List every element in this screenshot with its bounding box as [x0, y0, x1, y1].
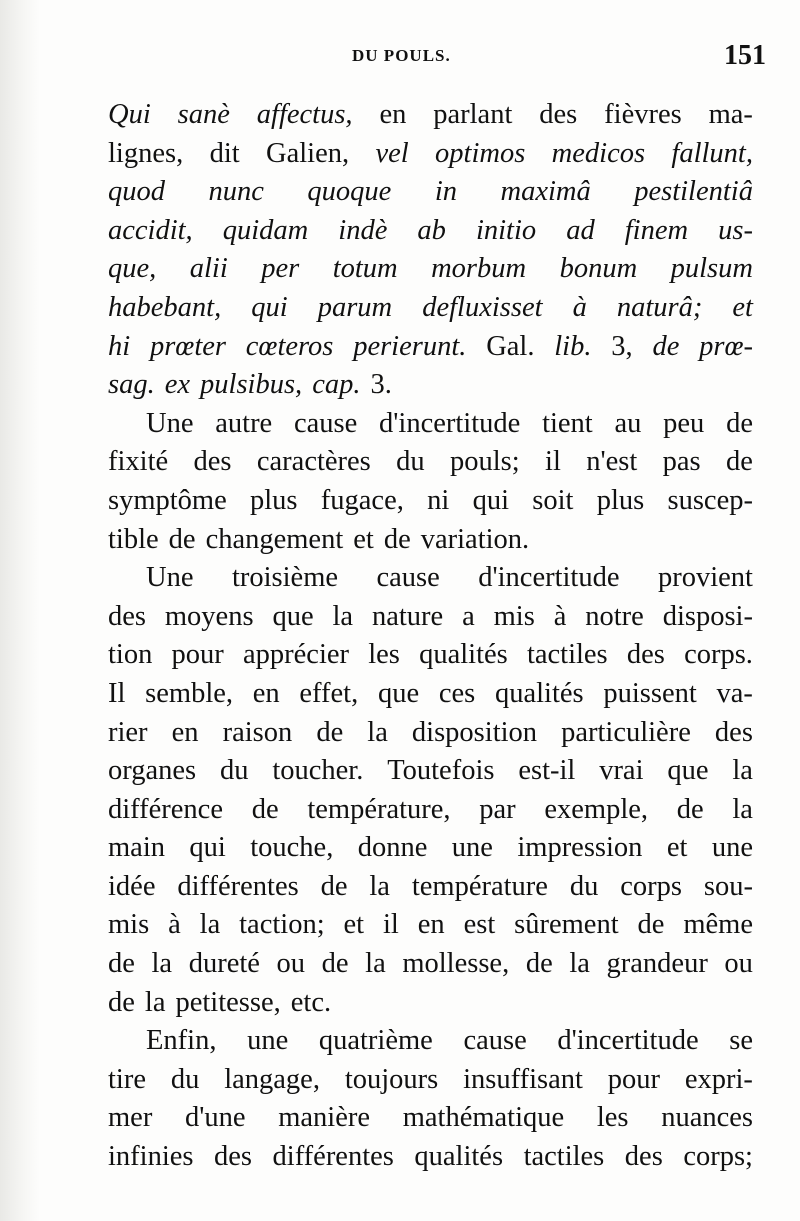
word: in	[434, 176, 457, 208]
word: moyens	[164, 600, 254, 632]
word: des	[193, 446, 232, 478]
word: Il	[108, 677, 126, 709]
word: indè	[338, 214, 388, 246]
text-line	[108, 521, 753, 560]
word: disposi-	[662, 600, 753, 632]
word: corps.	[684, 639, 753, 671]
word: se	[729, 1025, 753, 1057]
text-line	[108, 791, 753, 830]
word: d'incertitude	[478, 562, 620, 594]
word: plus	[250, 484, 298, 516]
word: grandeur	[606, 948, 708, 980]
word: température,	[307, 793, 451, 825]
word: autre	[215, 407, 273, 439]
text-line	[108, 173, 753, 212]
word: de	[251, 793, 279, 825]
word: puissent	[603, 677, 697, 709]
word: la	[199, 909, 221, 941]
word: que	[377, 677, 420, 709]
word: de	[652, 330, 680, 362]
binding-shadow	[0, 0, 40, 1221]
word: 3.	[370, 369, 392, 401]
word: exemple,	[544, 793, 649, 825]
word: touche,	[250, 832, 334, 864]
word: main	[108, 832, 165, 864]
word: habebant,	[108, 291, 222, 323]
word: de	[525, 948, 553, 980]
word: d'une	[185, 1102, 246, 1134]
word: peu	[663, 407, 705, 439]
word: sou-	[703, 870, 753, 902]
word: la	[569, 948, 590, 980]
word: Gal.	[486, 330, 535, 362]
word: 3,	[611, 330, 633, 362]
word: ni	[427, 484, 450, 516]
word: des	[539, 99, 578, 130]
word: même	[683, 909, 753, 941]
word: des	[714, 716, 753, 748]
word: prœter	[149, 330, 226, 362]
word: defluxisset	[422, 291, 543, 323]
text-line	[108, 1138, 753, 1177]
word: à	[572, 291, 587, 323]
word: Une	[146, 562, 194, 594]
word: une	[247, 1025, 289, 1057]
word: mis	[108, 909, 150, 941]
word: la	[151, 948, 173, 980]
word: perierunt.	[353, 330, 467, 362]
text-line	[108, 1099, 753, 1138]
word: Qui	[108, 99, 151, 130]
word: en	[252, 677, 280, 709]
word: de	[316, 716, 344, 748]
word: de	[637, 909, 665, 941]
word: hi	[108, 330, 131, 362]
word: tactiles	[526, 639, 608, 671]
word: toucher.	[272, 755, 364, 787]
word: cause	[376, 562, 440, 594]
word: en	[379, 99, 407, 130]
word: nature	[371, 600, 444, 632]
word: ab	[417, 214, 446, 246]
word: vel	[375, 137, 409, 169]
word: à	[168, 909, 181, 941]
word: particulière	[561, 716, 691, 748]
word: température	[411, 870, 548, 902]
word: est	[463, 909, 496, 941]
word: pour	[607, 1063, 661, 1095]
text-line	[108, 443, 753, 482]
word: ou	[724, 948, 753, 980]
word: la	[144, 986, 166, 1018]
word: corps;	[683, 1141, 753, 1173]
text-line	[108, 636, 753, 675]
word: Toutefois	[387, 755, 495, 787]
word: per	[261, 253, 300, 285]
word: que,	[108, 253, 157, 285]
word: qualités	[414, 1141, 504, 1173]
word: prœ-	[699, 330, 753, 362]
word: de	[676, 793, 704, 825]
word: infinies	[108, 1141, 194, 1173]
word: au	[614, 407, 642, 439]
word: de	[383, 523, 411, 555]
word: sag.	[108, 369, 155, 401]
word: différentes	[177, 870, 299, 902]
word: parum	[317, 291, 393, 323]
word: du	[396, 446, 425, 478]
word: notre	[585, 600, 644, 632]
word: la	[732, 793, 753, 825]
text-line	[108, 598, 753, 637]
word: corps	[620, 870, 682, 902]
word: plus	[596, 484, 645, 516]
word: et	[732, 291, 753, 323]
word: pestilentiâ	[634, 176, 753, 208]
word: la	[365, 948, 386, 980]
word: fugace,	[320, 484, 404, 516]
word: ces	[438, 677, 476, 709]
word: de	[726, 407, 753, 439]
word: et	[353, 523, 374, 555]
word: symptôme	[108, 484, 227, 516]
page-number: 151	[724, 40, 766, 71]
word: etc.	[290, 986, 332, 1018]
word: et	[343, 909, 365, 941]
text-line	[108, 328, 753, 367]
word: pouls;	[449, 446, 520, 478]
word: maximâ	[500, 176, 591, 208]
word: pas	[662, 446, 701, 478]
text-line	[108, 250, 753, 289]
word: initio	[475, 214, 537, 246]
word: fièvres	[604, 99, 682, 130]
word: la	[369, 870, 390, 902]
word: qualités	[494, 677, 584, 709]
word: du	[569, 870, 599, 902]
word: de	[320, 870, 348, 902]
running-head: DU POULS.	[352, 46, 451, 65]
word: semble,	[145, 677, 234, 709]
word: nunc	[208, 176, 264, 208]
text-line	[108, 1061, 753, 1100]
word: manière	[278, 1102, 371, 1134]
word: une	[451, 832, 493, 864]
word: taction;	[239, 909, 325, 941]
word: mer	[108, 1102, 153, 1134]
word: quatrième	[318, 1025, 433, 1057]
word: cap.	[312, 369, 361, 401]
word: de	[168, 523, 196, 555]
word: totum	[332, 253, 398, 285]
word: impression	[517, 832, 643, 864]
word: variation.	[420, 523, 530, 555]
word: mis	[493, 600, 535, 632]
text-line	[108, 135, 753, 174]
word: différence	[108, 793, 223, 825]
text-line	[108, 984, 753, 1023]
word: Galien,	[266, 137, 350, 169]
word: de	[726, 446, 753, 478]
word: mollesse,	[402, 948, 510, 980]
word: ou	[276, 948, 306, 980]
word: les	[596, 1102, 629, 1134]
word: langage,	[224, 1063, 320, 1095]
word: va-	[716, 677, 753, 709]
word: en	[171, 716, 199, 748]
word: de	[108, 986, 135, 1018]
word: du	[170, 1063, 200, 1095]
word: optimos	[435, 137, 526, 169]
word: suscep-	[667, 484, 753, 516]
word: mathématique	[402, 1102, 565, 1134]
text-line	[108, 212, 753, 251]
word: donne	[357, 832, 428, 864]
text-line	[108, 1022, 753, 1061]
word: ex	[164, 369, 191, 401]
word: sûrement	[514, 909, 619, 941]
word: petitesse,	[175, 986, 281, 1018]
word: ad	[566, 214, 595, 246]
word: il	[545, 446, 561, 478]
text-line	[108, 675, 753, 714]
word: n'est	[586, 446, 638, 478]
word: tible	[108, 523, 159, 555]
word: tient	[542, 407, 593, 439]
word: des	[108, 600, 146, 632]
word: des	[626, 639, 665, 671]
word: qui	[189, 832, 226, 864]
word: une	[711, 832, 753, 864]
word: organes	[108, 755, 197, 787]
word: il	[383, 909, 399, 941]
word: tion	[108, 639, 153, 671]
word: Une	[146, 407, 194, 439]
word: nuances	[661, 1102, 753, 1134]
word: affectus,	[256, 99, 353, 130]
text-line	[108, 366, 753, 405]
word: troisième	[231, 562, 339, 594]
word: qui	[472, 484, 509, 516]
word: d'incertitude	[379, 407, 521, 439]
word: rier	[108, 716, 148, 748]
word: toujours	[344, 1063, 439, 1095]
word: naturâ;	[616, 291, 703, 323]
word: dureté	[188, 948, 260, 980]
word: lib.	[554, 330, 592, 362]
word: des	[214, 1141, 253, 1173]
word: que	[272, 600, 314, 632]
text-line	[108, 752, 753, 791]
word: est-il	[518, 755, 576, 787]
word: la	[732, 755, 753, 787]
text-line	[108, 482, 753, 521]
word: les	[368, 639, 400, 671]
word: us-	[718, 214, 753, 246]
word: apprécier	[243, 639, 349, 671]
word: a	[462, 600, 475, 632]
word: quoque	[307, 176, 392, 208]
text-line	[108, 405, 753, 444]
word: tire	[108, 1063, 146, 1095]
word: fixité	[108, 446, 169, 478]
word: sanè	[177, 99, 230, 130]
text-line	[108, 945, 753, 984]
word: pour	[171, 639, 224, 671]
word: alii	[189, 253, 228, 285]
text-line	[108, 906, 753, 945]
word: cause	[293, 407, 358, 439]
text-line	[108, 96, 753, 135]
word: caractères	[256, 446, 371, 478]
word: lignes,	[108, 137, 184, 169]
word: quidam	[222, 214, 309, 246]
word: medicos	[551, 137, 646, 169]
word: cœteros	[245, 330, 334, 362]
word: et	[666, 832, 688, 864]
word: à	[553, 600, 567, 632]
word: changement	[205, 523, 344, 555]
text-line	[108, 829, 753, 868]
word: tactiles	[523, 1141, 605, 1173]
word: qui	[251, 291, 288, 323]
word: de	[108, 948, 135, 980]
text-line	[108, 559, 753, 598]
word: bonum	[559, 253, 638, 285]
word: en	[417, 909, 445, 941]
text-line	[108, 289, 753, 328]
word: finem	[624, 214, 689, 246]
word: des	[624, 1141, 663, 1173]
word: soit	[532, 484, 574, 516]
body-text	[108, 96, 753, 1177]
word: expri-	[684, 1063, 753, 1095]
word: Enfin,	[146, 1025, 217, 1057]
word: parlant	[433, 99, 513, 130]
word: morbum	[431, 253, 527, 285]
word: du	[219, 755, 249, 787]
word: fallunt,	[671, 137, 753, 169]
word: accidit,	[108, 214, 193, 246]
word: de	[321, 948, 349, 980]
text-line	[108, 714, 753, 753]
word: quod	[108, 176, 165, 208]
word: que	[667, 755, 709, 787]
word: d'incertitude	[557, 1025, 699, 1057]
word: insuffisant	[463, 1063, 583, 1095]
word: provient	[657, 562, 753, 594]
word: disposition	[411, 716, 538, 748]
word: pulsum	[670, 253, 753, 285]
word: par	[479, 793, 516, 825]
word: idée	[108, 870, 156, 902]
word: différentes	[272, 1141, 394, 1173]
word: ma-	[708, 99, 753, 130]
word: qualités	[419, 639, 508, 671]
word: cause	[463, 1025, 527, 1057]
text-line	[108, 868, 753, 907]
word: dit	[209, 137, 240, 169]
word: raison	[222, 716, 293, 748]
word: effet,	[299, 677, 359, 709]
word: vrai	[599, 755, 644, 787]
word: la	[367, 716, 388, 748]
word: la	[332, 600, 354, 632]
word: pulsibus,	[200, 369, 303, 401]
